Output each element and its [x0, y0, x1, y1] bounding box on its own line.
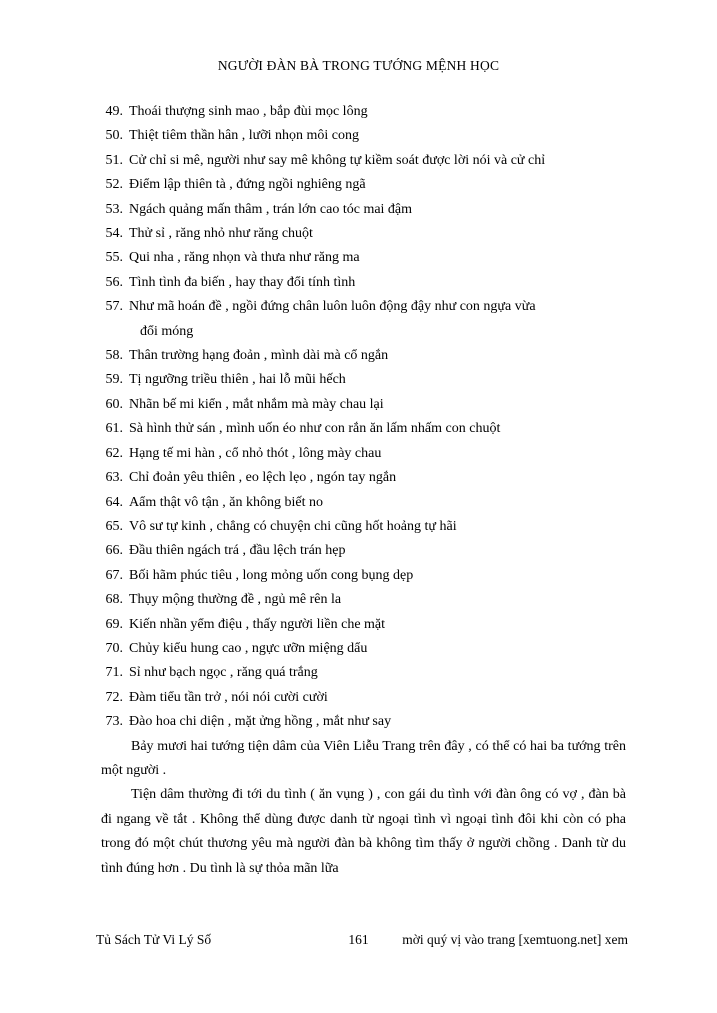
list-item-line1: Như mã hoán đề , ngồi đứng chân luôn luôn động đậy như con ngựa vừa [129, 299, 536, 315]
list-item-text: Vô sư tự kinh , chẳng có chuyện chi cũng hốt hoảng tự hãi [129, 518, 457, 534]
list-item-number: 73. [105, 714, 123, 730]
list-item [101, 637, 626, 661]
page-content [101, 100, 626, 881]
list-item-text: Điểm lập thiên tà , đứng ngồi nghiêng ngã [129, 177, 366, 193]
list-item [101, 466, 626, 490]
list-item-number: 68. [105, 592, 123, 608]
footer-page-number: 161 [348, 932, 369, 947]
list-item-number: 53. [105, 201, 123, 217]
list-item-number: 51. [105, 152, 123, 168]
body-paragraph [101, 735, 626, 784]
header-title: NGƯỜI ĐÀN BÀ TRONG TƯỚNG MỆNH HỌC [217, 58, 500, 73]
list-item [101, 491, 626, 515]
list-item-text: Thân trường hạng đoản , mình dài mà cổ ngắn [129, 348, 389, 364]
list-item-number: 65. [105, 518, 123, 534]
list-item [101, 539, 626, 563]
list-item-number: 70. [105, 640, 123, 656]
list-item-text: Chủy kiểu hung cao , ngực ưỡn miệng dẩu [129, 640, 368, 656]
footer-website-note: mời quý vị vào trang [xemtuong.net] xem [402, 932, 628, 947]
list-item [101, 515, 626, 539]
list-item-text: Tình tình đa biến , hay thay đổi tính tình [129, 274, 356, 290]
list-item-text: Thoái thượng sinh mao , bắp đùi mọc lông [129, 104, 368, 119]
list-item [101, 271, 626, 295]
list-item-text: Ngách quảng mấn thâm , trán lớn cao tóc mai đậm [129, 201, 413, 217]
list-item [101, 246, 626, 270]
list-item-text: Chỉ đoản yêu thiên , eo lệch lẹo , ngón tay ngắn [129, 470, 397, 486]
list-item [101, 368, 626, 392]
list-item-number: 59. [105, 372, 123, 388]
list-item-number: 55. [105, 250, 123, 266]
list-item-text: Đàm tiểu tần trở , nói nói cười cười [129, 689, 328, 705]
list-item [101, 710, 626, 734]
paragraph-text: Bảy mươi hai tướng tiện dâm của Viên Liễu Trang trên đây , có thể có hai ba tướng trên một người . [101, 738, 626, 778]
list-item-number: 49. [105, 104, 123, 119]
list-item [101, 417, 626, 441]
list-item-text: Sà hình thử sán , mình uốn éo như con rắn ăn lấm nhấm con chuột [129, 421, 501, 437]
list-item [101, 344, 626, 368]
list-item [101, 442, 626, 466]
list-item-number: 63. [105, 470, 123, 486]
list-item-text: Bối hãm phúc tiêu , long mỏng uốn cong bụng dẹp [129, 567, 414, 583]
list-item [101, 661, 626, 685]
list-item-text [129, 295, 626, 344]
list-item [101, 613, 626, 637]
list-item [101, 198, 626, 222]
list-item-text: Kiến nhần yểm điệu , thấy người liền che mặt [129, 616, 386, 632]
list-item-number: 69. [105, 616, 123, 632]
list-item-number: 52. [105, 177, 123, 193]
list-item-text: Sỉ như bạch ngọc , răng quá trắng [129, 665, 318, 681]
list-item-text: Nhãn bế mi kiển , mắt nhắm mà mày chau lại [129, 396, 384, 412]
list-item-number: 62. [105, 445, 123, 461]
list-item-number: 71. [105, 665, 123, 681]
list-item-number: 54. [105, 226, 123, 242]
paragraph-text: Tiện dâm thường đi tới du tình ( ăn vụng ) , con gái du tình với đàn ông có vợ , đàn bà đi ngang về tắt . Không thể dùng được danh từ ngoại tình vì ngoại tình đôi khi còn có pha trong đó một chút thương yêu mà người đàn bà không tìm thấy ở người chồng . Danh từ du tình đúng hơn . Du tình là sự thỏa mãn lữa [101, 787, 626, 876]
list-item-number: 61. [105, 421, 123, 437]
list-item-text: Thụy mộng thường đề , ngủ mê rên la [129, 592, 342, 608]
list-item-number: 60. [105, 396, 123, 412]
list-item-text: Đào hoa chi diện , mặt ửng hồng , mắt như say [129, 714, 392, 730]
list-item-number: 57. [105, 299, 123, 315]
page-footer [0, 932, 717, 952]
list-item-text: Hạng tế mi hàn , cổ nhỏ thót , lông mày chau [129, 445, 382, 461]
list-item-text: Thử sỉ , răng nhỏ như răng chuột [129, 226, 313, 242]
list-item [101, 564, 626, 588]
list-item-line2: đổi móng [140, 323, 194, 339]
body-paragraph [101, 783, 626, 881]
list-item-text: Đầu thiên ngách trá , đầu lệch trán hẹp [129, 543, 346, 559]
list-item-number: 50. [105, 128, 123, 144]
list-item-number: 58. [105, 348, 123, 364]
list-item-number: 64. [105, 494, 123, 510]
list-item-number: 66. [105, 543, 123, 559]
list-item-text: Aẩm thật vô tận , ăn không biết no [129, 494, 324, 510]
list-item [101, 100, 626, 124]
list-item-number: 72. [105, 689, 123, 705]
list-item [101, 588, 626, 612]
list-item-number: 67. [105, 567, 123, 583]
list-item-text: Tị ngưỡng triều thiên , hai lỗ mũi hếch [129, 372, 346, 388]
list-item-number: 56. [105, 274, 123, 290]
list-item [101, 149, 626, 173]
footer-publisher: Tủ Sách Tử Vi Lý Số [96, 932, 212, 947]
list-item [101, 393, 626, 417]
list-item-text: Qui nha , răng nhọn và thưa như răng ma [129, 250, 360, 266]
list-item [101, 686, 626, 710]
page-header [0, 58, 717, 74]
list-item [101, 173, 626, 197]
list-item-text: Cử chỉ si mê, người như say mê không tự kiềm soát được lời nói và cử chỉ [129, 152, 546, 168]
list-item [101, 295, 626, 344]
list-item [101, 124, 626, 148]
list-item [101, 222, 626, 246]
list-item-text: Thiệt tiêm thần hân , lưỡi nhọn môi cong [129, 128, 360, 144]
